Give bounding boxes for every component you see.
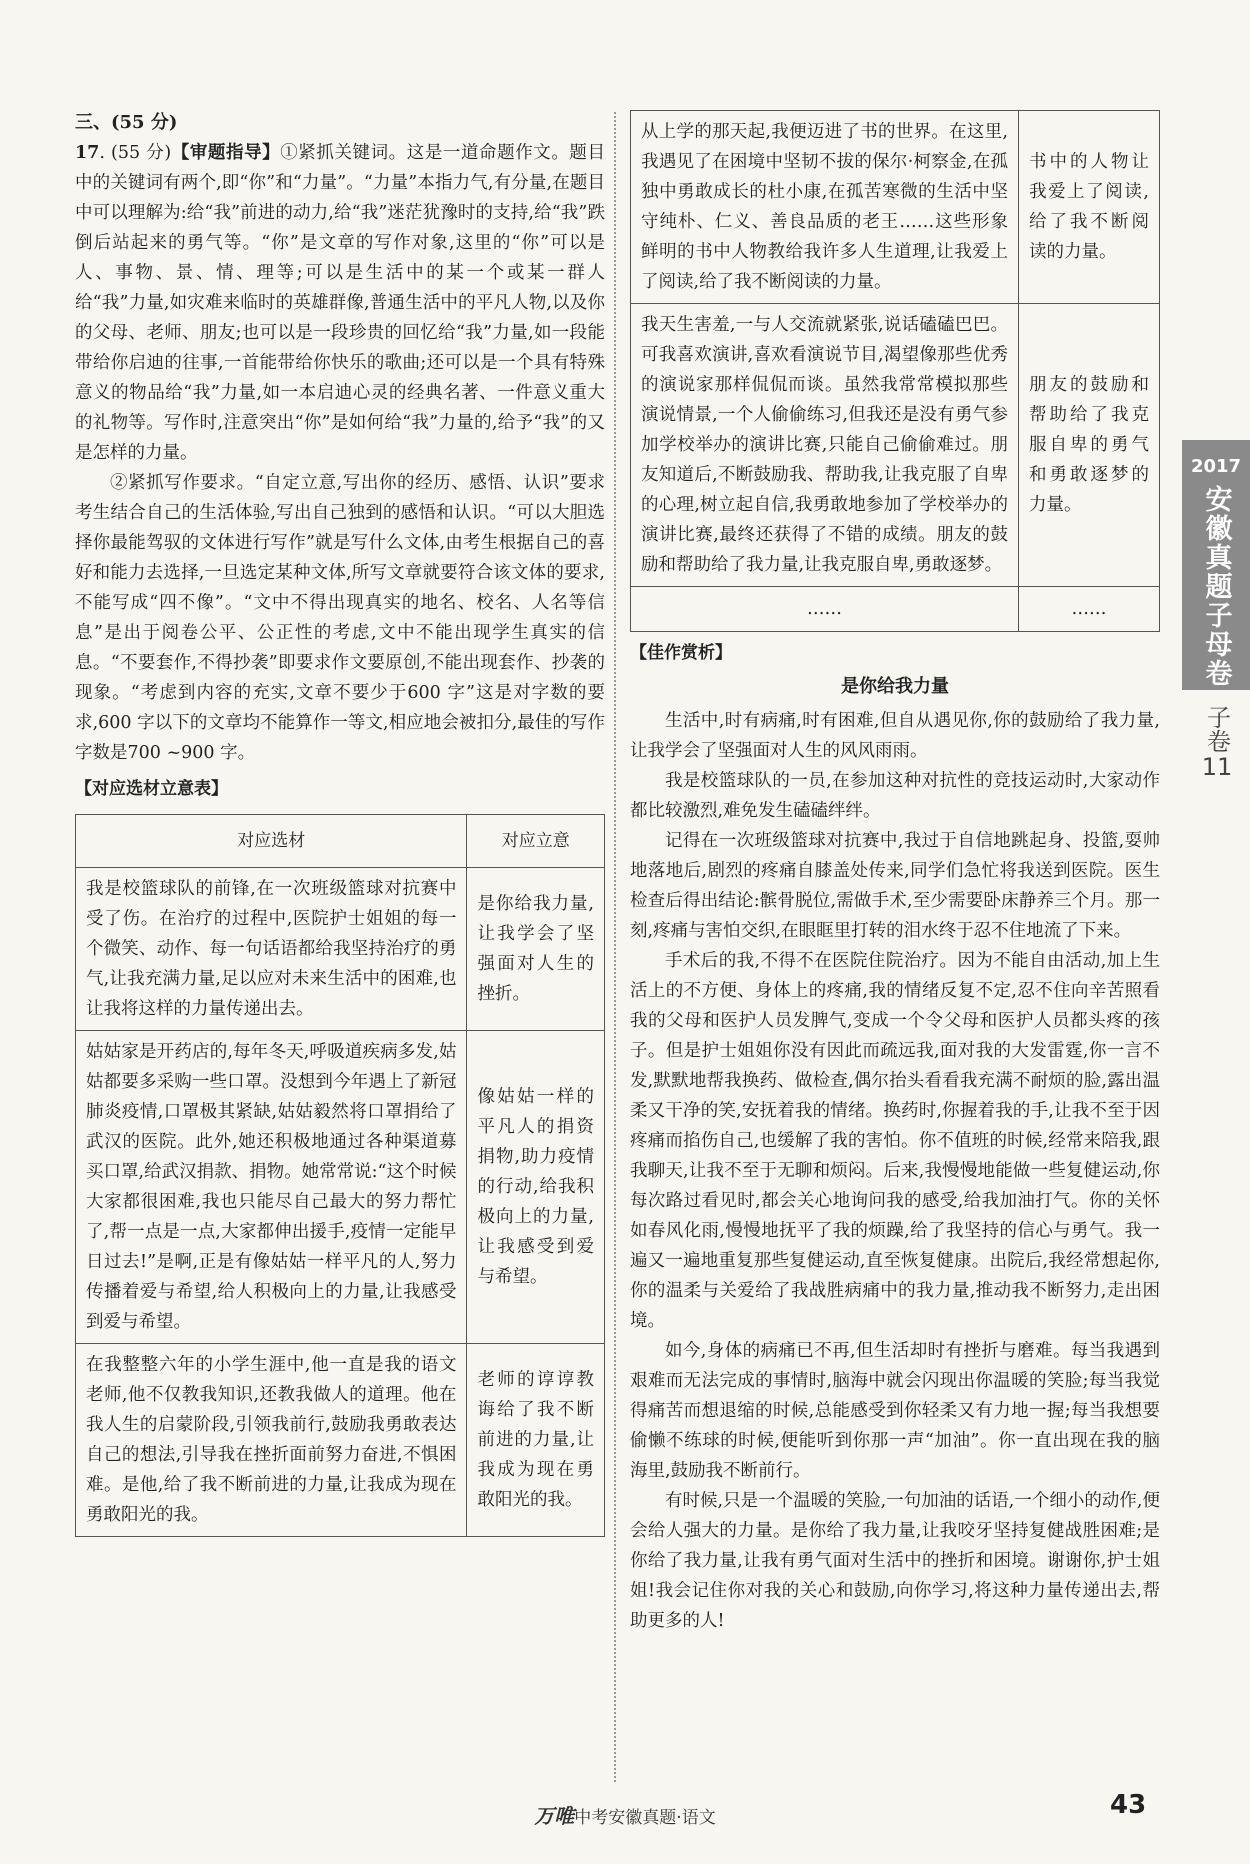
footer-text: 中考安徽真题·语文 (574, 1808, 716, 1828)
column-header-material: 对应选材 (76, 815, 467, 868)
material-cell: 在我整整六年的小学生涯中,他一直是我的语文老师,他不仅教我知识,还教我做人的道理。他在我人生的启蒙阶段,引领我前行,鼓励我勇敢表达自己的想法,引导我在挫折面前努力奋进,不惧困难。是他,给了我不断前进的力量,让我成为现在勇敢阳光的我。 (76, 1344, 467, 1537)
table-row (76, 1344, 605, 1537)
essay-paragraph: 有时候,只是一个温暖的笑脸,一句加油的话语,一个细小的动作,便会给人强大的力量。是你给了我力量,让我咬牙坚持复健战胜困难;是你给了我力量,让我有勇气面对生活中的挫折和困境。谢谢你,护士姐姐!我会记住你对我的关心和鼓励,向你学习,将这种力量传递出去,帮助更多的人! (630, 1491, 1160, 1631)
theme-cell: 书中的人物让我爱上了阅读,给了我不断阅读的力量。 (1019, 111, 1160, 304)
right-column (630, 110, 1160, 1636)
theme-cell: 是你给我力量,让我学会了坚强面对人生的挫折。 (467, 868, 605, 1031)
guidance-para-1: ①紧抓关键词。这是一道命题作文。题目中的关键词有两个,即“你”和“力量”。“力量”本指力气,有分量,在题目中可以理解为:给“我”前进的动力,给“我”迷茫犹豫时的支持,给“我”跌倒后站起来的勇气等。“你”是文章的写作对象,这里的“你”可以是人、事物、景、情、理等;可以是生活中的某一个或某一群人给“我”力量,如灾难来临时的英雄群像,普通生活中的平凡人物,以及你的父母、老师、朋友;也可以是一段珍贵的回忆给“我”力量,如一段能带给你启迪的往事,一首能带给你快乐的歌曲;还可以是一个具有特殊意义的物品给“我”力量,如一本启迪心灵的经典名著、一件意义重大的礼物等。写作时,注意突出“你”是如何给“我”力量的,给予“我”的又是怎样的力量。 (75, 143, 606, 463)
side-tab (1182, 440, 1250, 690)
essay-paragraph: 手术后的我,不得不在医院住院治疗。因为不能自由活动,加上生活上的不方便、身体上的疼痛,我的情绪反复不定,忍不住向辛苦照看我的父母和医护人员发脾气,变成一个令父母和医护人员都头疼的孩子。但是护士姐姐你没有因此而疏远我,面对我的大发雷霆,你一言不发,默默地帮我换药、做检查,偶尔抬头看看我充满不耐烦的脸,露出温柔又干净的笑,安抚着我的情绪。换药时,你握着我的手,让我不至于因疼痛而掐伤自己,也缓解了我的害怕。你不值班的时候,经常来陪我,跟我聊天,让我不至于无聊和烦闷。后来,我慢慢地能做一些复健运动,你每次路过看见时,都会关心地询问我的感受,给我加油打气。你的关怀如春风化雨,慢慢地抚平了我的烦躁,给了我坚持的信心与勇气。我一遍又一遍地重复那些复健运动,直至恢复健康。出院后,我经常想起你,你的温柔与关爱给了我战胜病痛中的我力量,推动我不断努力,走出困境。 (630, 951, 1160, 1331)
essay-paragraph: 记得在一次班级篮球对抗赛中,我过于自信地跳起身、投篮,耍帅地落地后,剧烈的疼痛自膝盖处传来,同学们急忙将我送到医院。医生检查后得出结论:髌骨脱位,需做手术,至少需要卧床静养三个月。那一刻,疼痛与害怕交织,在眼眶里打转的泪水终于忍不住地流了下来。 (630, 831, 1160, 941)
left-column (75, 108, 605, 1537)
side-tab-title: 安徽真题子母卷 (1200, 485, 1232, 688)
material-cell: 姑姑家是开药店的,每年冬天,呼吸道疾病多发,姑姑都要多采购一些口罩。没想到今年遇上了新冠肺炎疫情,口罩极其紧缺,姑姑毅然将口罩捐给了武汉的医院。此外,她还积极地通过各种渠道募买口罩,给武汉捐款、捐物。她常常说:“这个时候大家都很困难,我也只能尽自己最大的努力帮忙了,帮一点是一点,大家都伸出援手,疫情一定能早日过去!”是啊,正是有像姑姑一样平凡的人,努力传播着爱与希望,给人积极向上的力量,让我感受到爱与希望。 (76, 1031, 467, 1344)
essay-title: 是你给我力量 (841, 676, 949, 697)
ellipsis-cell: …… (631, 587, 1019, 632)
question-intro (75, 138, 605, 468)
material-cell: 我是校篮球队的前锋,在一次班级篮球对抗赛中受了伤。在治疗的过程中,医院护士姐姐的每一个微笑、动作、每一句话语都给我坚持治疗的勇气,让我充满力量,足以应对未来生活中的困难,也让我将这样的力量传递出去。 (76, 868, 467, 1031)
side-sub-label: 子卷 (1202, 705, 1231, 753)
ellipsis-cell: …… (1019, 587, 1160, 632)
essay-paragraph: 我是校篮球队的一员,在参加这种对抗性的竞技运动时,大家动作都比较激烈,难免发生磕磕绊绊。 (630, 771, 1160, 821)
essay-paragraph: 如今,身体的病痛已不再,但生活却时有挫折与磨难。每当我遇到艰难而无法完成的事情时,脑海中就会闪现出你温暖的笑脸;每当我觉得痛苦而想退缩的时候,总能感受到你轻柔又有力地一握;每当我想要偷懒不练球的时候,便能听到你那一声“加油”。你一直出现在我的脑海里,鼓励我不断前行。 (630, 1341, 1160, 1481)
theme-cell: 老师的谆谆教诲给了我不断前进的力量,让我成为现在勇敢阳光的我。 (467, 1344, 605, 1537)
theme-cell: 朋友的鼓励和帮助给了我克服自卑的勇气和勇敢逐梦的力量。 (1019, 304, 1160, 587)
material-table (75, 814, 605, 1537)
table-heading: 【对应选材立意表】 (75, 779, 228, 799)
essay-paragraph: 生活中,时有病痛,时有困难,但自从遇见你,你的鼓励给了我力量,让我学会了坚强面对人生的风风雨雨。 (630, 711, 1160, 761)
appreciation-heading: 【佳作赏析】 (630, 643, 732, 663)
table-row-ellipsis (631, 587, 1160, 632)
material-cell: 从上学的那天起,我便迈进了书的世界。在这里,我遇见了在困境中坚韧不拔的保尔·柯察金,在孤独中勇敢成长的杜小康,在孤苦寒微的生活中坚守纯朴、仁义、善良品质的老王……这些形象鲜明的书中人物教给我许多人生道理,让我爱上了阅读,给了我不断阅读的力量。 (631, 111, 1019, 304)
column-header-theme: 对应立意 (467, 815, 605, 868)
page-footer (0, 1800, 1250, 1829)
guidance-para-2: ②紧抓写作要求。“自定立意,写出你的经历、感悟、认识”要求考生结合自己的生活体验,写出自己独到的感悟和认识。“可以大胆选择你最能驾驭的文体进行写作”就是写什么文体,由考生根据自己的喜好和能力去选择,一旦选定某种文体,所写文章就要符合该文体的要求,不能写成“四不像”。“文中不得出现真实的地名、校名、人名等信息”是出于阅卷公平、公正性的考虑,文中不能出现学生真实的信息。“不要套作,不得抄袭”即要求作文要原创,不能出现套作、抄袭的现象。“考虑到内容的充实,文章不要少于600 字”这是对字数的要求,600 字以下的文章均不能算作一等文,相应地会被扣分,最佳的写作字数是700 ~900 字。 (75, 473, 605, 763)
theme-cell: 像姑姑一样的平凡人的捐资捐物,助力疫情的行动,给我积极向上的力量,让我感受到爱与希望。 (467, 1031, 605, 1344)
page-number: 43 (1110, 1790, 1147, 1820)
table-row (631, 111, 1160, 304)
column-divider (614, 112, 616, 1782)
material-cell: 我天生害羞,一与人交流就紧张,说话磕磕巴巴。可我喜欢演讲,喜欢看演说节目,渴望像那些优秀的演说家那样侃侃而谈。虽然我常常模拟那些演说情景,一个人偷偷练习,但我还是没有勇气参加学校举办的演讲比赛,只能自己偷偷难过。朋友知道后,不断鼓励我、帮助我,让我克服了自卑的心理,树立起自信,我勇敢地参加了学校举办的演讲比赛,最终还获得了不错的成绩。朋友的鼓励和帮助给了我力量,让我克服自卑,勇敢逐梦。 (631, 304, 1019, 587)
table-row (76, 1031, 605, 1344)
material-table-continued (630, 110, 1160, 632)
question-points: . (55 分) (99, 143, 172, 163)
section-title: 三、(55 分) (75, 112, 178, 133)
table-row (76, 868, 605, 1031)
table-row (631, 304, 1160, 587)
side-subtitle (1190, 705, 1244, 781)
question-tag: 【审题指导】 (171, 143, 281, 163)
footer-brand: 万唯 (534, 1804, 575, 1828)
side-tab-year: 2017 (1190, 456, 1242, 477)
question-number: 17 (75, 143, 100, 163)
table-header-row (76, 815, 605, 868)
side-sub-number: 11 (1201, 753, 1233, 781)
